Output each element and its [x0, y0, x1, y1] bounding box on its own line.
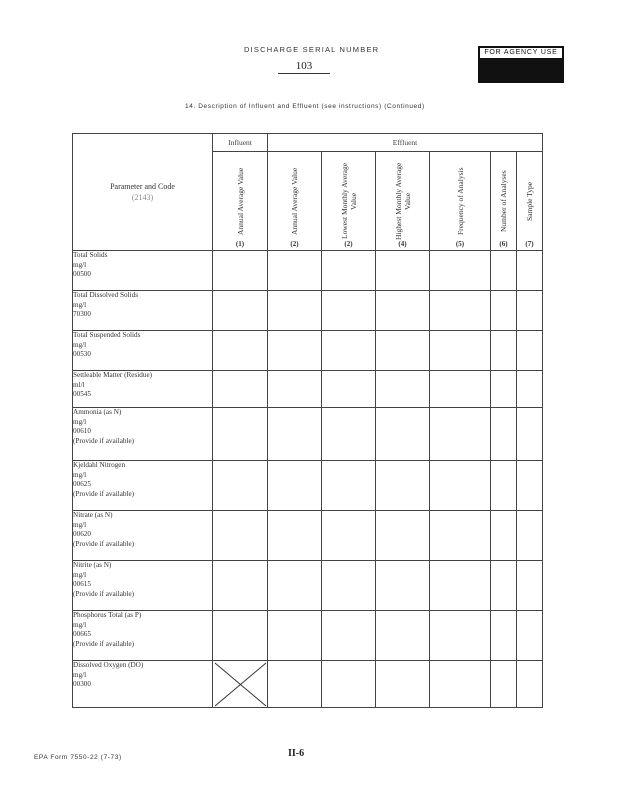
value-cell[interactable]: [376, 461, 430, 511]
value-cell[interactable]: [213, 408, 268, 461]
effluent-group-header: Effluent: [268, 134, 543, 152]
agency-use-label: FOR AGENCY USE: [479, 47, 563, 59]
col-label: Number of Analyses: [499, 170, 508, 232]
value-cell[interactable]: [517, 461, 543, 511]
value-cell[interactable]: [268, 291, 322, 331]
value-cell[interactable]: [517, 331, 543, 371]
parameter-code: 00665: [73, 630, 91, 639]
parameter-unit: ml/l: [73, 380, 85, 389]
col-label: Frequency of Analysis: [455, 167, 465, 235]
value-cell[interactable]: [491, 251, 517, 291]
discharge-serial-value: 103: [278, 60, 330, 74]
parameter-header: [73, 134, 213, 251]
value-cell[interactable]: [491, 371, 517, 408]
parameter-unit: mg/l: [73, 620, 87, 629]
parameter-header-code: (2143): [131, 193, 154, 202]
influent-group-header: Influent: [213, 134, 268, 152]
value-cell[interactable]: [213, 511, 268, 561]
value-cell[interactable]: [430, 661, 491, 708]
value-cell[interactable]: [213, 561, 268, 611]
value-cell[interactable]: [322, 511, 376, 561]
parameter-note: (Provide if available): [73, 589, 135, 598]
value-cell[interactable]: [376, 331, 430, 371]
value-cell[interactable]: [322, 661, 376, 708]
value-cell[interactable]: [517, 561, 543, 611]
page-number: II-6: [288, 748, 305, 759]
value-cell[interactable]: [322, 611, 376, 661]
parameter-name: Total Dissolved Solids: [73, 291, 138, 299]
value-cell[interactable]: [430, 408, 491, 461]
table-row: [73, 408, 543, 461]
parameter-code: 00500: [73, 270, 91, 279]
value-cell[interactable]: [322, 251, 376, 291]
col-header-number-of-analyses: [491, 152, 517, 251]
value-cell[interactable]: [517, 251, 543, 291]
table-row: [73, 251, 543, 291]
table-row: [73, 331, 543, 371]
parameter-name: Total Solids: [73, 251, 108, 259]
col-label: Sample Type: [525, 181, 535, 221]
value-cell[interactable]: [517, 408, 543, 461]
parameter-unit: mg/l: [73, 470, 87, 479]
col-header-sample-type: [517, 152, 543, 251]
value-cell[interactable]: [491, 661, 517, 708]
value-cell[interactable]: [268, 408, 322, 461]
value-cell[interactable]: [322, 461, 376, 511]
parameter-unit: mg/l: [73, 260, 87, 269]
value-cell[interactable]: [430, 611, 491, 661]
value-cell[interactable]: [213, 371, 268, 408]
table-row: [73, 611, 543, 661]
col-label: Highest Monthly Average Value: [393, 162, 412, 240]
value-cell[interactable]: [376, 371, 430, 408]
col-label: Lowest Monthly Average Value: [339, 162, 358, 240]
value-cell[interactable]: [491, 611, 517, 661]
parameter-note: (Provide if available): [73, 489, 135, 498]
parameter-name: Total Suspended Solids: [73, 331, 141, 339]
parameter-code: 00610: [73, 427, 91, 436]
value-cell[interactable]: [430, 511, 491, 561]
value-cell[interactable]: [491, 461, 517, 511]
parameter-note: (Provide if available): [73, 639, 135, 648]
value-cell[interactable]: [268, 511, 322, 561]
value-cell[interactable]: [376, 291, 430, 331]
parameter-cell: [73, 291, 213, 331]
parameter-code: 00545: [73, 390, 91, 399]
value-cell[interactable]: [268, 661, 322, 708]
value-cell[interactable]: [322, 371, 376, 408]
col-label: Annual Average Value: [235, 167, 245, 235]
parameter-name: Nitrate (as N): [73, 511, 113, 519]
col-header-frequency: [430, 152, 491, 251]
value-cell[interactable]: [268, 611, 322, 661]
value-cell[interactable]: [213, 331, 268, 371]
value-cell[interactable]: [322, 331, 376, 371]
table-row: [73, 561, 543, 611]
value-cell[interactable]: [268, 331, 322, 371]
value-cell[interactable]: [491, 408, 517, 461]
col-header-lowest-monthly: [322, 152, 376, 251]
value-cell[interactable]: [376, 661, 430, 708]
parameter-name: Kjeldahl Nitrogen: [73, 461, 126, 469]
value-cell[interactable]: [517, 291, 543, 331]
value-cell[interactable]: [430, 251, 491, 291]
value-cell[interactable]: [213, 611, 268, 661]
col-number: (5): [455, 240, 465, 248]
value-cell[interactable]: [430, 331, 491, 371]
value-cell[interactable]: [517, 511, 543, 561]
parameter-name: Settleable Matter (Residue): [73, 371, 153, 379]
parameter-cell: [73, 461, 213, 511]
parameter-code: 00625: [73, 480, 91, 489]
influent-effluent-table: [72, 133, 542, 705]
value-cell[interactable]: [517, 371, 543, 408]
parameter-cell: [73, 661, 213, 708]
parameter-note: (Provide if available): [73, 436, 135, 445]
parameter-code: 00615: [73, 580, 91, 589]
col-number: (1): [235, 240, 245, 248]
value-cell[interactable]: [376, 561, 430, 611]
value-cell[interactable]: [430, 561, 491, 611]
discharge-serial-label: DISCHARGE SERIAL NUMBER: [244, 45, 380, 54]
value-cell[interactable]: [430, 461, 491, 511]
col-header-effluent-annual-average: [268, 152, 322, 251]
parameter-code: 00530: [73, 350, 91, 359]
value-cell[interactable]: [268, 461, 322, 511]
parameter-cell: [73, 371, 213, 408]
not-applicable-cell: [213, 661, 268, 708]
table-row: [73, 371, 543, 408]
col-header-influent-annual-average: [213, 152, 268, 251]
parameter-cell: [73, 611, 213, 661]
value-cell[interactable]: [491, 291, 517, 331]
parameter-unit: mg/l: [73, 417, 87, 426]
col-number: (6): [499, 240, 508, 248]
value-cell[interactable]: [268, 251, 322, 291]
agency-use-box: [478, 46, 564, 83]
table-row: [73, 511, 543, 561]
cross-out-mark: [213, 661, 268, 708]
parameter-cell: [73, 331, 213, 371]
value-cell[interactable]: [430, 371, 491, 408]
value-cell[interactable]: [322, 561, 376, 611]
value-cell[interactable]: [213, 251, 268, 291]
col-number: (4): [398, 240, 407, 248]
value-cell[interactable]: [213, 291, 268, 331]
value-cell[interactable]: [322, 408, 376, 461]
parameter-name: Phosphorus Total (as P): [73, 611, 142, 619]
table-row: [73, 291, 543, 331]
form-id: EPA Form 7550-22 (7-73): [34, 754, 122, 761]
value-cell[interactable]: [376, 251, 430, 291]
parameter-header-title: Parameter and Code: [110, 182, 175, 191]
parameter-cell: [73, 408, 213, 461]
parameter-unit: mg/l: [73, 340, 87, 349]
col-header-highest-monthly: [376, 152, 430, 251]
value-cell[interactable]: [491, 511, 517, 561]
parameter-name: Nitrite (as N): [73, 561, 112, 569]
value-cell[interactable]: [268, 371, 322, 408]
value-cell[interactable]: [517, 661, 543, 708]
parameter-cell: [73, 251, 213, 291]
parameter-cell: [73, 561, 213, 611]
section-title: 14. Description of Influent and Effluent (see instructions) (Continued): [185, 103, 425, 110]
parameter-cell: [73, 511, 213, 561]
value-cell[interactable]: [517, 611, 543, 661]
value-cell[interactable]: [376, 511, 430, 561]
value-cell[interactable]: [376, 408, 430, 461]
col-number: (2): [290, 240, 299, 248]
parameter-code: 00300: [73, 680, 91, 689]
table-row: [73, 661, 543, 708]
parameter-unit: mg/l: [73, 570, 87, 579]
parameter-name: Ammonia (as N): [73, 408, 122, 416]
table-row: [73, 461, 543, 511]
parameter-unit: mg/l: [73, 300, 87, 309]
value-cell[interactable]: [213, 461, 268, 511]
value-cell[interactable]: [491, 331, 517, 371]
col-number: (7): [525, 240, 534, 248]
parameter-code: 00620: [73, 530, 91, 539]
value-cell[interactable]: [268, 561, 322, 611]
value-cell[interactable]: [430, 291, 491, 331]
value-cell[interactable]: [322, 291, 376, 331]
parameter-code: 70300: [73, 310, 91, 319]
parameter-name: Dissolved Oxygen (DO): [73, 661, 144, 669]
col-label: Annual Average Value: [290, 167, 299, 235]
value-cell[interactable]: [376, 611, 430, 661]
parameter-note: (Provide if available): [73, 539, 135, 548]
col-number: (2): [344, 240, 353, 248]
parameter-unit: mg/l: [73, 520, 87, 529]
value-cell[interactable]: [491, 561, 517, 611]
parameter-unit: mg/l: [73, 670, 87, 679]
